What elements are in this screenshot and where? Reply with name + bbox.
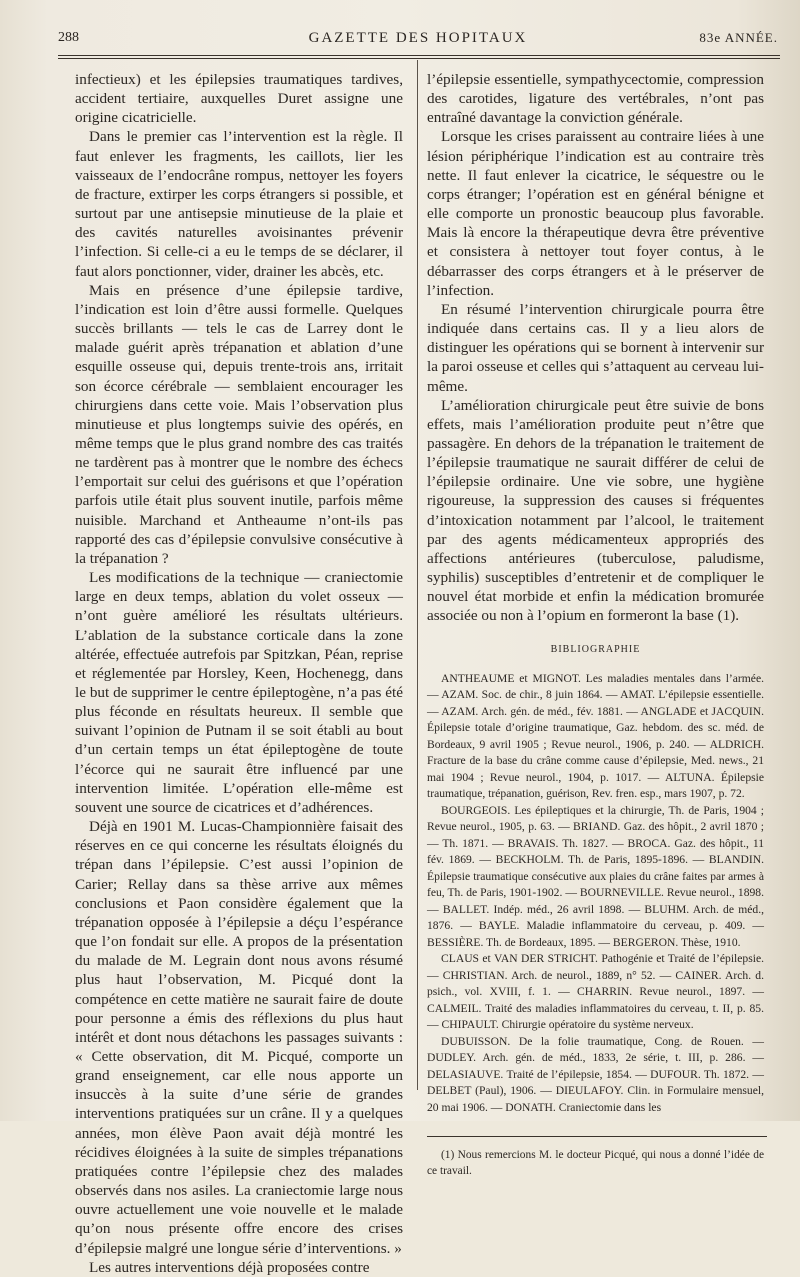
volume-year: 83e ANNÉE. <box>699 30 778 45</box>
footnote-rule <box>427 1136 767 1137</box>
paragraph: En résumé l’intervention chirurgicale pourra être indiquée dans certains cas. Il y a lieu alors de distinguer les opérations qui se bornent à intervenir sur la paroi osseuse et celles qui s’attaquent au cerveau lui-même. <box>427 300 764 395</box>
bibliography-heading: BIBLIOGRAPHIE <box>550 643 641 655</box>
paragraph: Déjà en 1901 M. Lucas-Championnière faisait des réserves en ce qui concerne les résultats éloignés du trépan dans l’épilepsie. C’est aussi l’opinion de Carier; Rellay dans sa thèse arrive aux mêmes conclusions et Paon considère également que la trépanation opposée à l’épilepsie a déçu l’espérance que l’on fondait sur elle. A propos de la présentation du malade de M. Legrain dont nous avons résumé plus haut l’observation, M. Picqué dont la compétence en cette matière ne saurait faire de doute pour personne a émis des réflexions du plus haut intérêt et dont nous détachons les passages suivants : « Cette observation, dit M. Picqué, comporte un grand enseignement, car elle nous apporte un insuccès à la suite d’une série de grandes interventions pratiquées sur un crâne. Il y a quelques années, mon élève Paon avait déjà montré les récidives éloignées à la suite de simples trépanations pratiquées contre l’épilepsie chez des malades observés dans nos asiles. La craniectomie large nous ouvre actuellement une voie nouvelle et le malade qu’on nous présente offre encore des crises d’épilepsie malgré une longue série d’interventions. » <box>75 818 403 1257</box>
paragraph: Les autres interventions déjà proposées contre <box>89 1258 370 1276</box>
paragraph: Mais en présence d’une épilepsie tardive, l’indication est loin d’être aussi formelle. Quelques succès brillants — tels le cas de Larrey dont le malade guérit après trépanation et ablation d’une esquille osseuse qui, depuis trente-trois ans, irritait son écorce cérébrale — semblaient encourager les chirurgiens dans cette voie. Mais l’observation plus minutieuse et plus longtemps suivie des opérés, en même temps que le plus grand nombre des cas traités ne tardèrent pas à montrer que le nombre des échecs l’emportait sur celui des guérisons et que l’opération parfois utile était plus souvent inutile, parfois même nuisible. Marchand et Antheaume n’ont-ils pas rapporté des cas d’épilepsie convulsive consécutive à la trépanation ? <box>75 281 403 567</box>
journal-title: GAZETTE DES HOPITAUX <box>308 30 528 46</box>
header-rule <box>58 55 780 56</box>
bibliography-entry: ANTHEAUME et MIGNOT. Les maladies mentales dans l’armée. — AZAM. Soc. de chir., 8 juin 1864. — AMAT. L’épilepsie essentielle. — AZAM. Arch. gén. de méd., fév. 1881. — ANGLADE et JACQUIN. Épilepsie totale d’origine traumatique, Gaz. hebdom. des sc. méd. de Bordeaux, 9 avril 1905 ; Revue neurol., 1906, p. 240. — ALDRICH. Fracture de la base du crâne comme cause d’épilepsie, Med. news., 21 mai 1904 ; Revue neurol., 1904, p. 1017. — ALTUNA. Épilepsie traumatique, trépanation, guérison, Rev. fren. esp., mars 1907, p. 72. <box>427 671 764 801</box>
header-rule-double <box>58 58 780 59</box>
bibliography-entry: CLAUS et VAN DER STRICHT. Pathogénie et Traité de l’épilepsie. — CHRISTIAN. Arch. de neurol., 1889, n° 52. — CAINER. Arch. d. psich., vol. XVIII, f. 1. — CHARRIN. Revue neurol., 1897. — CALMEIL. Traité des maladies inflammatoires du cerveau, t. II, p. 85. — CHIPAULT. Chirurgie opératoire du système nerveux. <box>427 952 764 1032</box>
paragraph: L’amélioration chirurgicale peut être suivie de bons effets, mais l’amélioration produite peut n’être que passagère. En dehors de la trépanation le traitement de l’épilepsie traumatique ne saurait différer de celui de l’épilepsie ordinaire. Une vie sobre, une hygiène rigoureuse, la suppression des causes si fréquentes d’intoxication notamment par l’alcool, le traitement par des agents médicamenteux appropriés des affections antérieures (tuberculose, paludisme, syphilis) susceptibles d’entretenir et de compliquer le nouvel état morbide et enfin la médication bromurée associée ou non à l’opium en formeront la base (1). <box>427 396 764 625</box>
footnote-text: (1) Nous remercions M. le docteur Picqué, qui nous a donné l’idée de ce travail. <box>427 1149 764 1178</box>
paragraph: Dans le premier cas l’intervention est la règle. Il faut enlever les fragments, les caillots, lier les vaisseaux de l’endocrâne rompus, nettoyer les foyers de fracture, extirper les corps étrangers si possible, et surtout par une antisepsie minutieuse de la plaie et des cavités naturelles avoisinantes prévenir l’infection. Si celle-ci a eu le temps de se déclarer, il faut alors ponctionner, vider, drainer les abcès, etc. <box>75 128 403 280</box>
right-column <box>427 70 764 1179</box>
bibliography <box>427 671 764 1117</box>
left-column <box>75 70 403 1277</box>
paragraph: Lorsque les crises paraissent au contraire liées à une lésion périphérique l’indication est au contraire très nette. Il faut enlever la cicatrice, le séquestre ou le corps étranger; l’opération est en général bénigne et elle comporte un pronostic beaucoup plus favorable. Mais là encore la thérapeutique devra être préventive et consistera à nettoyer tout foyer contus, à le débarrasser des corps étrangers et à le préserver de l’infection. <box>427 128 764 299</box>
page-number: 288 <box>58 30 79 45</box>
paragraph: Les modifications de la technique — craniectomie large en deux temps, ablation du volet osseux — n’ont guère amélioré les résultats ultérieurs. L’ablation de la substance corticale dans la zone altérée, effectuée autrefois par Spitzkan, Péan, reprise et réglementée par Horsley, Keen, Hochenegg, dans le but de supprimer le centre épileptogène, n’a pas été plus féconde en résultats heureux. Il semble que suivant l’opinion de Putnam il se soit établi au bout d’un certain temps un état épileptogène de toute l’écorce qui ne saurait être influencé par une intervention limitée. L’opération elle-même est souvent une source de cicatrices et d’adhérences. <box>75 569 403 816</box>
bibliography-entry: BOURGEOIS. Les épileptiques et la chirurgie, Th. de Paris, 1904 ; Revue neurol., 1905, p. 63. — BRIAND. Gaz. des hôpit., 2 avril 1870 ; — Th. 1871. — BRAVAIS. Th. 1827. — BROCA. Gaz. des hôpit., 11 fév. 1869. — BECKHOLM. Th. de Paris, 1895-1896. — BLANDIN. Épilepsie traumatique consécutive aux plaies du crâne faites par armes à feu, Th. de Paris, 1901-1902. — BOURNEVILLE. Revue neurol., 1898. — BALLET. Indép. méd., 26 avril 1898. — BLUHM. Arch. de méd., 1876. — BAYLE. Maladie inflammatoire du cerveau, p. 409. — BESSIÈRE. Th. de Bordeaux, 1895. — BERGERON. Thèse, 1910. <box>427 803 764 949</box>
paragraph: l’épilepsie essentielle, sympathycectomie, compression des carotides, ligature des vertébrales, n’ont pas entraîné davantage la conviction générale. <box>427 71 764 127</box>
column-divider <box>417 60 418 1090</box>
running-header <box>58 30 778 52</box>
bibliography-entry: DUBUISSON. De la folie traumatique, Cong. de Rouen. — DUDLEY. Arch. gén. de méd., 1833, 2e série, t. III, p. 286. — DELASIAUVE. Traité de l’épilepsie, 1854. — DUFOUR. Th. 1872. — DELBET (Paul), 1906. — DIEULAFOY. Clin. in Formulaire mensuel, 20 mai 1906. — DONATH. Craniectomie dans les <box>427 1034 764 1114</box>
footnote <box>427 1147 764 1179</box>
paragraph: infectieux) et les épilepsies traumatiques tardives, accident tertiaire, auxquelles Duret assigne une origine cicatricielle. <box>75 71 403 127</box>
